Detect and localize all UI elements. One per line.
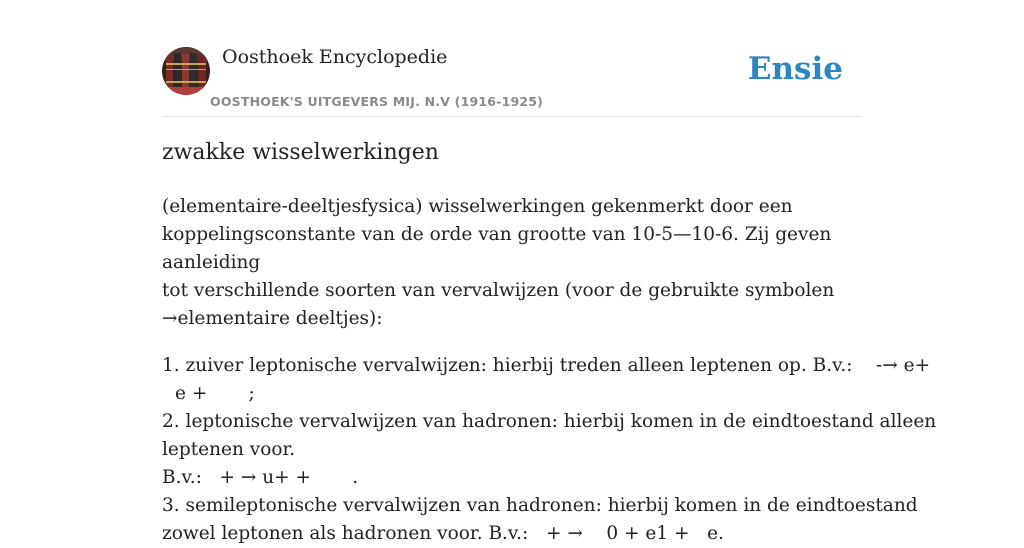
list-line: leptenen voor.: [162, 439, 296, 460]
entry-title: zwakke wisselwerkingen: [162, 140, 439, 165]
list-line: B.v.: + → u+ + .: [162, 467, 359, 488]
list-line: 1. zuiver leptonische vervalwijzen: hierbij treden alleen leptenen op. B.v.: -→ e+: [162, 355, 931, 376]
site-header: [162, 0, 862, 117]
brand-logo[interactable]: Ensie: [747, 51, 843, 87]
page: [162, 0, 937, 544]
intro-line: koppelingsconstante van de orde van grootte van 10-5—10-6. Zij geven aanleiding: [162, 224, 832, 273]
intro-line: tot verschillende soorten van vervalwijzen (voor de gebruikte symbolen: [162, 280, 835, 301]
decay-list: [162, 352, 937, 548]
list-line: 3. semileptonische vervalwijzen van hadronen: hierbij komen in de eindtoestand: [162, 495, 918, 516]
list-line: e + ;: [175, 383, 255, 404]
site-subtitle: OOSTHOEK'S UITGEVERS MIJ. N.V (1916-1925): [210, 94, 544, 109]
encyclopedia-books-icon[interactable]: [162, 47, 210, 95]
entry-body: [162, 193, 937, 548]
list-line: zowel leptonen als hadronen voor. B.v.: + → 0 + e1 + e.: [162, 523, 724, 544]
intro-line: (elementaire-deeltjesfysica) wisselwerkingen gekenmerkt door een: [162, 196, 793, 217]
site-title[interactable]: Oosthoek Encyclopedie: [222, 46, 448, 68]
intro-line[interactable]: →elementaire deeltjes):: [162, 308, 383, 329]
intro-paragraph: [162, 193, 862, 333]
list-line: 2. leptonische vervalwijzen van hadronen: hierbij komen in de eindtoestand alleen: [162, 411, 937, 432]
